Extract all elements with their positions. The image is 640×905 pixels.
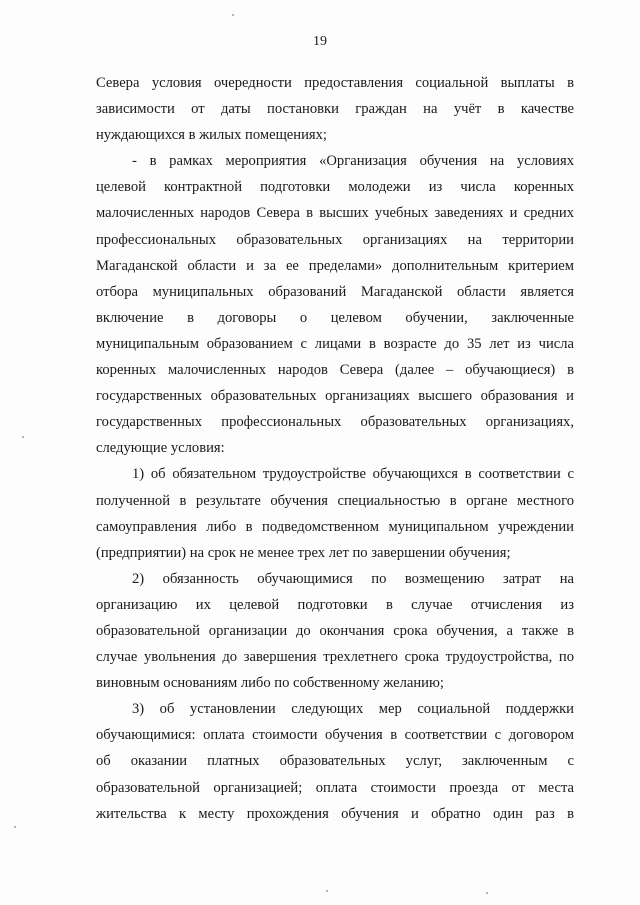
text-line: 1) об обязательном трудоустройстве обучающихся в соответствии с [132, 466, 574, 483]
text-line: самоуправления либо в подведомственном муниципальном учреждении [96, 518, 574, 535]
text-line: включение в договоры о целевом обучении, заключенные [96, 309, 574, 326]
text-line: отбора муниципальных образований Магаданской области является [96, 283, 574, 300]
text-line: обучающимися: оплата стоимости обучения в соответствии с договором [96, 727, 574, 744]
scan-speck [22, 436, 24, 438]
text-line: зависимости от даты постановки граждан на учёт в качестве [96, 101, 574, 118]
text-line: образовательной организацией; оплата стоимости проезда от места [96, 779, 574, 796]
text-line: следующие условия: [96, 440, 225, 457]
text-line: профессиональных образовательных организациях на территории [96, 231, 574, 248]
text-line: случае увольнения до завершения трехлетнего срока трудоустройства, по [96, 649, 574, 666]
text-line: государственных профессиональных образовательных организациях, [96, 414, 574, 431]
text-line: целевой контрактной подготовки молодежи из числа коренных [96, 179, 574, 196]
text-line: Севера условия очередности предоставления социальной выплаты в [96, 75, 574, 91]
text-line: (предприятии) на срок не менее трех лет по завершении обучения; [96, 544, 511, 561]
scan-speck [232, 14, 234, 16]
text-line: 3) об установлении следующих мер социальной поддержки [132, 701, 574, 718]
text-line: жительства к месту прохождения обучения и обратно один раз в [96, 805, 574, 822]
text-line: государственных образовательных организациях высшего образования и [96, 388, 574, 405]
scan-speck [486, 892, 488, 894]
text-line: 2) обязанность обучающимися по возмещению затрат на [132, 570, 574, 587]
text-line: нуждающихся в жилых помещениях; [96, 127, 327, 144]
scan-speck [14, 826, 16, 828]
text-line: коренных малочисленных народов Севера (далее – обучающиеся) в [96, 362, 574, 379]
page-number: 19 [313, 34, 327, 49]
text-line: об оказании платных образовательных услуг, заключенным с [96, 753, 574, 770]
text-line: виновным основаниям либо по собственному желанию; [96, 675, 444, 692]
text-line: - в рамках мероприятия «Организация обучения на условиях [132, 153, 574, 170]
scan-speck [326, 890, 328, 892]
text-line: организацию их целевой подготовки в случае отчисления из [96, 596, 574, 613]
text-line: муниципальным образованием с лицами в возрасте до 35 лет из числа [96, 335, 574, 352]
text-line: полученной в результате обучения специальностью в органе местного [96, 492, 574, 509]
text-line: образовательной организации до окончания срока обучения, а также в [96, 622, 574, 639]
text-line: малочисленных народов Севера в высших учебных заведениях и средних [96, 205, 574, 222]
body-text [96, 70, 574, 827]
text-line: Магаданской области и за ее пределами» дополнительным критерием [96, 257, 574, 274]
